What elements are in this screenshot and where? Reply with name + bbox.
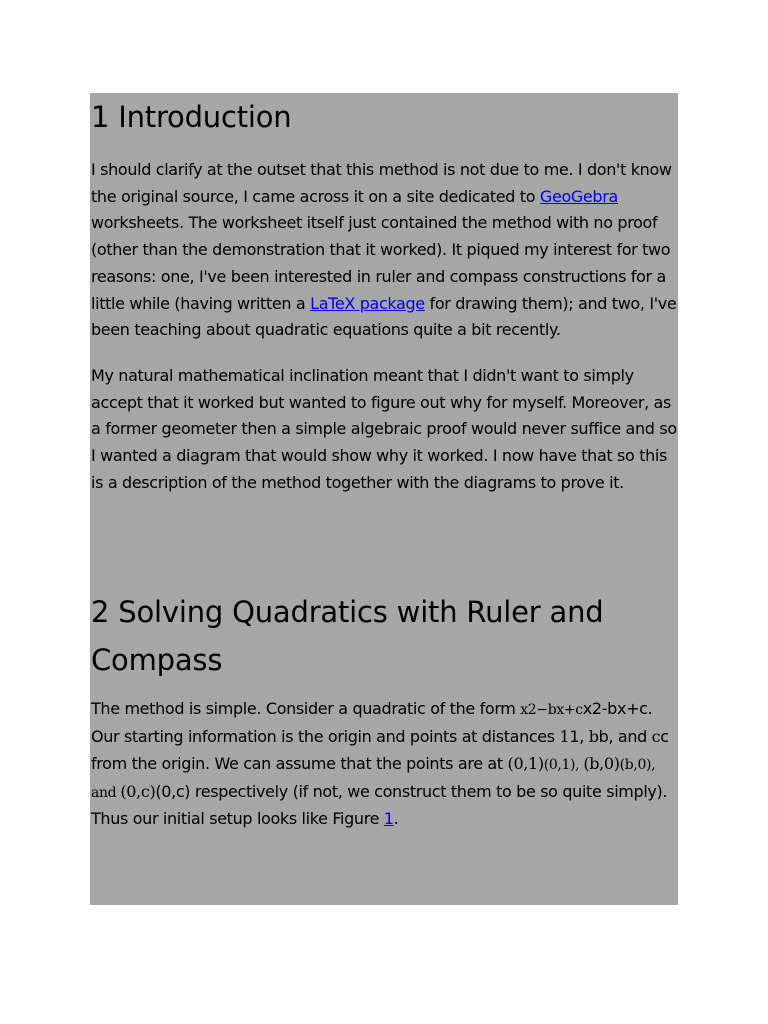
latex-package-link[interactable]: LaTeX package (310, 293, 425, 313)
intro-paragraph-1 (91, 157, 677, 344)
method-text-7: (b,0), and (91, 756, 656, 801)
geogebra-link[interactable]: GeoGebra (539, 186, 618, 206)
method-text-1: The method is simple. Consider a quadratic of the form (91, 699, 521, 719)
document-page (90, 93, 678, 905)
intro-p1-text-3: for drawing them); and two, I've been teaching about quadratic equations quite a bit recently. (91, 293, 677, 340)
section-spacer (91, 496, 677, 548)
section-heading-solving-quadratics: 2 Solving Quadratics with Ruler and Compass (91, 595, 604, 678)
figure-1-link[interactable]: 1 (383, 809, 394, 829)
method-text-2: x2-bx+c. Our starting information is the origin and points at distances (91, 699, 653, 747)
method-paragraph (91, 696, 677, 833)
intro-p1-text-1: I should clarify at the outset that this method is not due to me. I don't know the original source, I came across it on a site dedicated to (91, 160, 672, 206)
intro-p1-text-2: worksheets. The worksheet itself just contained the method with no proof (other than the demonstration that it worked). It piqued my interest for two reasons: one, I've been interested in ruler and compass constructions for a little while (having written a (91, 213, 671, 313)
section-heading-introduction: 1 Introduction (91, 100, 292, 134)
math-point-0-c: (0,c) (120, 781, 156, 801)
method-text-3: 1, (569, 727, 589, 747)
math-c: c (651, 727, 661, 747)
math-point-b-0: (b,0) (583, 753, 620, 773)
intro-paragraph-2: My natural mathematical inclination meant that I didn't want to simply accept that it worked but wanted to figure out why for myself. Moreover, as a former geometer then a simple algebraic proof would never suffice and so I wanted a diagram that would show why it worked. I now have that so this is a description of the method together with the diagrams to prove it. (91, 365, 677, 492)
method-text-4: b, and (598, 727, 652, 747)
math-quadratic: x2−bx+c (520, 702, 583, 719)
math-b: b (588, 727, 599, 747)
math-point-0-1: (0,1) (507, 753, 544, 773)
method-text-8: (0,c) respectively (if not, we construct them to be so quite simply). Thus our initial setup looks like Figure (91, 781, 668, 829)
method-text-6: (0,1), (543, 756, 584, 773)
math-one: 1 (559, 727, 570, 747)
method-text-9: . (393, 809, 399, 829)
method-text-5: c from the origin. We can assume that the points are at (91, 727, 669, 773)
